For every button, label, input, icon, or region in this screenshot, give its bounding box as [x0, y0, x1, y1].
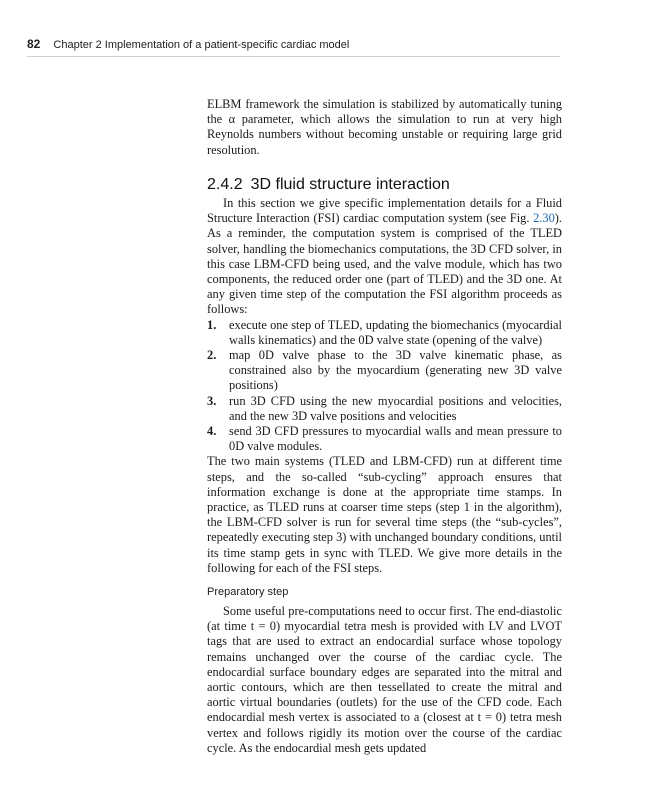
step-number: 3. [207, 393, 217, 408]
running-title: Chapter 2 Implementation of a patient-specific cardiac model [53, 39, 350, 51]
section-number: 2.4.2 [207, 176, 243, 193]
fsi-steps-list [207, 318, 562, 455]
step-text: run 3D CFD using the new myocardial positions and velocities, and the new 3D valve positions and velocities [229, 393, 562, 423]
intro-paragraph: ELBM framework the simulation is stabilized by automatically tuning the α parameter, which allows the simulation to run at very high Reynolds numbers without becoming unstable or requiring large grid resolution. [207, 97, 562, 157]
intro-block [207, 97, 562, 158]
step-text: execute one step of TLED, updating the biomechanics (myocardial walls kinematics) and the 0D valve state (opening of the valve) [229, 317, 562, 347]
step-text: send 3D CFD pressures to myocardial walls and mean pressure to 0D valve modules. [229, 424, 562, 454]
section-intro-paragraph [207, 196, 562, 318]
figure-reference-link[interactable]: 2.30 [533, 211, 555, 226]
running-header [27, 37, 560, 57]
section-intro-text-a: In this section we give specific implementation details for a Fluid Structure Interaction (FSI) cardiac computation system (see Fig. [207, 196, 562, 226]
step-text: map 0D valve phase to the 3D valve kinematic phase, as constrained also by the myocardium (generating new 3D valve positions) [229, 348, 562, 393]
step-number: 2. [207, 348, 217, 363]
step-number: 1. [207, 317, 217, 332]
list-item [207, 318, 562, 348]
page-number: 82 [27, 37, 41, 51]
preparatory-paragraph: Some useful pre-computations need to occur first. The end-diastolic (at time t = 0) myocardial tetra mesh is provided with LV and LVOT tags that are used to extract an endocardial surface whose topology remains unchanged over the course of the cardiac cycle. The endocardial surface boundary edges are separated into the mitral and aortic contours, which are then tessellated to create the mitral and aortic virtual boundaries (outlets) for the use of the CFD code. Each endocardial mesh vertex is associated to a (closest at t = 0) tetra mesh vertex and follows rigidly its motion over the course of the cardiac cycle. As the endocardial mesh gets updated [207, 604, 562, 755]
list-item [207, 348, 562, 394]
subsection-heading: Preparatory step [207, 586, 289, 598]
section-heading [207, 176, 450, 194]
list-item [207, 394, 562, 424]
preparatory-block [207, 604, 562, 756]
step-number: 4. [207, 424, 217, 439]
section-title: 3D fluid structure interaction [250, 176, 450, 193]
section-body [207, 196, 562, 576]
section-intro-text-b: ). As a reminder, the computation system is comprised of the TLED solver, handling the biomechanics computations, the 3D CFD solver, in this case LBM-CFD being used, and the valve module, which has two components, the reduced order one (part of TLED) and the 3D one. At any given time step of the computation the FSI algorithm proceeds as follows: [207, 211, 562, 317]
sub-cycling-paragraph: The two main systems (TLED and LBM-CFD) run at different time steps, and the so-called “sub-cycling” approach ensures that information exchange is done at the appropriate time stamps. In practice, as TLED runs at coarser time steps (step 1 in the algorithm), the LBM-CFD solver is run for several time steps (the “sub-cycles”, repeatedly executing step 3) with unchanged boundary conditions, until its time stamp gets in sync with TLED. We give more details in the following for each of the FSI steps. [207, 454, 562, 575]
list-item [207, 424, 562, 454]
